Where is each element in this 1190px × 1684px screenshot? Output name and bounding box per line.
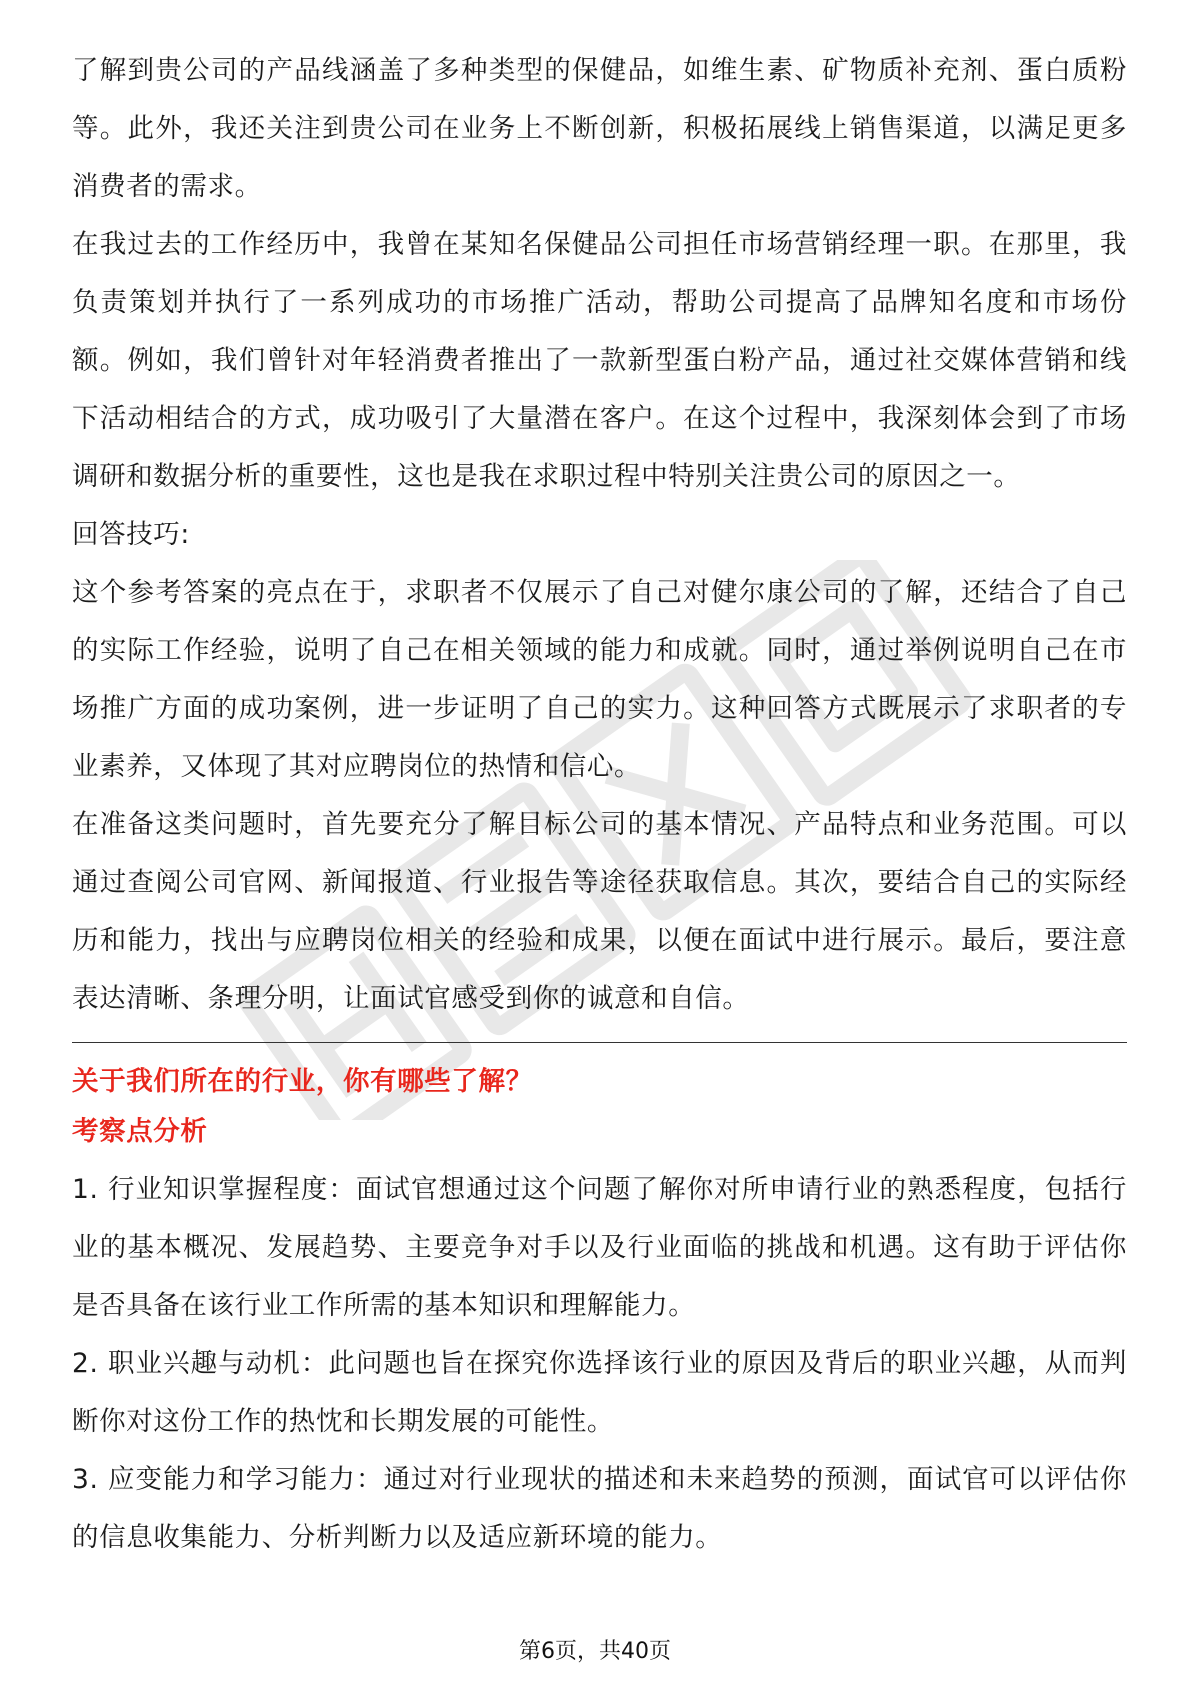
section-divider [72, 1042, 1127, 1043]
analysis-point: 2. 职业兴趣与动机：此问题也旨在探究你选择该行业的原因及背后的职业兴趣，从而判断你对这份工作的热忱和长期发展的可能性。 [72, 1348, 1127, 1437]
body-paragraph: 在我过去的工作经历中，我曾在某知名保健品公司担任市场营销经理一职。在那里，我负责策划并执行了一系列成功的市场推广活动，帮助公司提高了品牌知名度和市场份额。例如，我们曾针对年轻消费者推出了一款新型蛋白粉产品，通过社交媒体营销和线下活动相结合的方式，成功吸引了大量潜在客户。在这个过程中，我深刻体会到了市场调研和数据分析的重要性，这也是我在求职过程中特别关注贵公司的原因之一。 [72, 229, 1127, 492]
analysis-point: 3. 应变能力和学习能力：通过对行业现状的描述和未来趋势的预测，面试官可以评估你的信息收集能力、分析判断力以及适应新环境的能力。 [72, 1464, 1127, 1553]
body-paragraph: 了解到贵公司的产品线涵盖了多种类型的保健品，如维生素、矿物质补充剂、蛋白质粉等。此外，我还关注到贵公司在业务上不断创新，积极拓展线上销售渠道，以满足更多消费者的需求。 [72, 55, 1127, 202]
body-paragraph: 这个参考答案的亮点在于，求职者不仅展示了自己对健尔康公司的了解，还结合了自己的实际工作经验，说明了自己在相关领域的能力和成就。同时，通过举例说明自己在市场推广方面的成功案例，进一步证明了自己的实力。这种回答方式既展示了求职者的专业素养，又体现了其对应聘岗位的热情和信心。 [72, 577, 1127, 782]
analysis-point: 1. 行业知识掌握程度：面试官想通过这个问题了解你对所申请行业的熟悉程度，包括行业的基本概况、发展趋势、主要竞争对手以及行业面临的挑战和机遇。这有助于评估你是否具备在该行业工作所需的基本知识和理解能力。 [72, 1174, 1127, 1321]
page-number: 第6页，共40页 [519, 1639, 671, 1664]
page-content [72, 42, 1127, 1567]
analysis-heading: 考察点分析 [72, 1116, 208, 1147]
question-title: 关于我们所在的行业，你有哪些了解？ [72, 1066, 533, 1097]
body-paragraph: 在准备这类问题时，首先要充分了解目标公司的基本情况、产品特点和业务范围。可以通过查阅公司官网、新闻报道、行业报告等途径获取信息。其次，要结合自己的实际经历和能力，找出与应聘岗位相关的经验和成果，以便在面试中进行展示。最后，要注意表达清晰、条理分明，让面试官感受到你的诚意和自信。 [72, 809, 1127, 1014]
answer-tips-label: 回答技巧: [72, 519, 190, 550]
